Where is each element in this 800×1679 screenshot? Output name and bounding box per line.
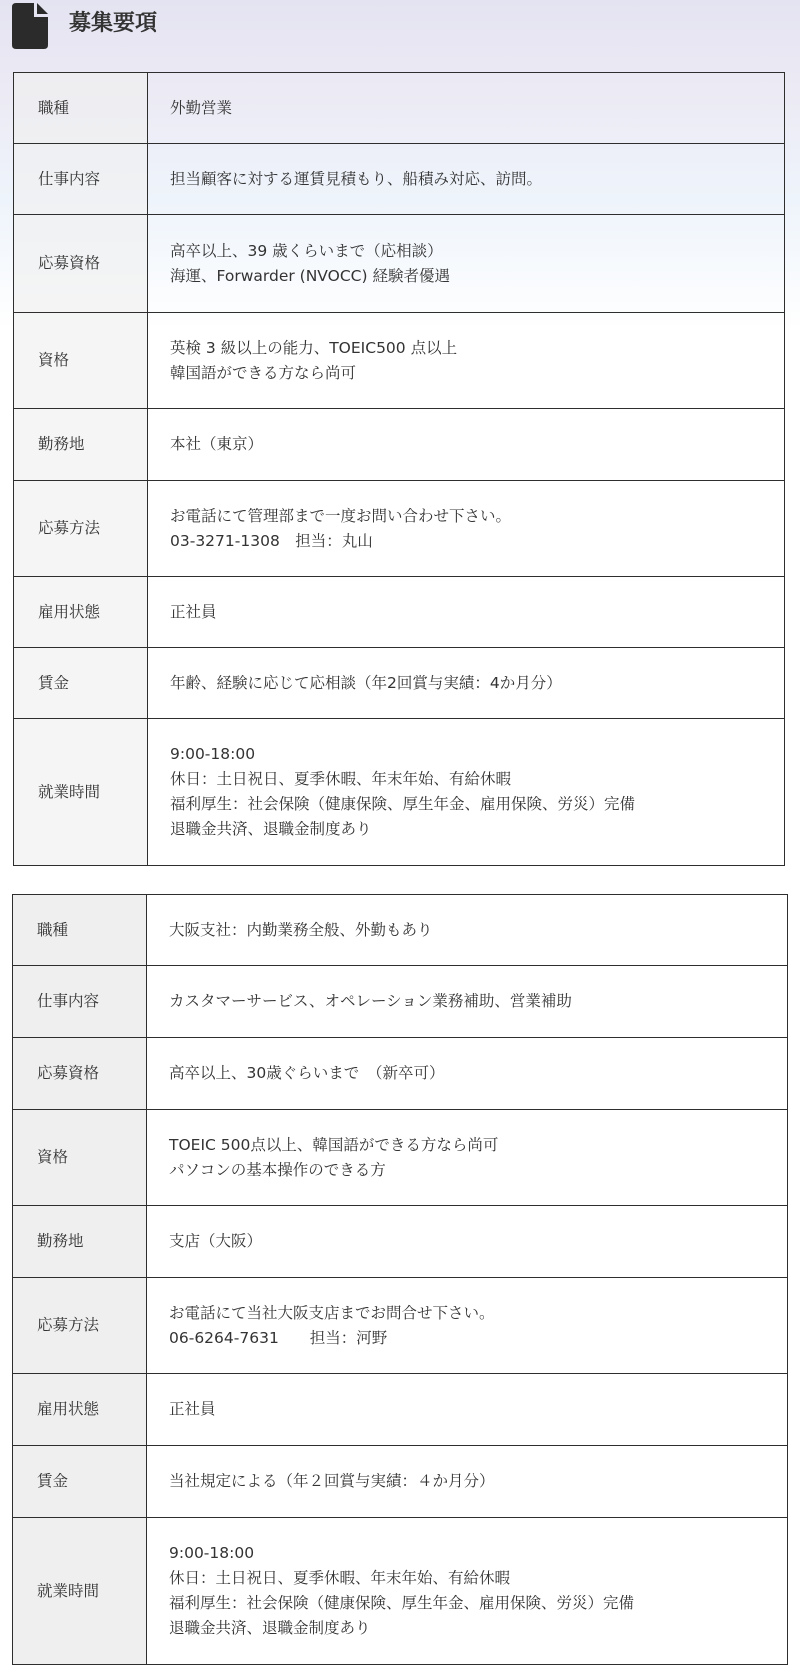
row-label: 応募方法 <box>14 481 148 577</box>
row-label: 賃金 <box>13 1446 147 1518</box>
row-value <box>147 1278 788 1374</box>
row-label: 職種 <box>14 73 148 144</box>
value-line: 06-6264-7631 担当：河野 <box>169 1328 388 1347</box>
value-line: 9:00-18:00 <box>169 1544 255 1562</box>
row-value <box>147 895 788 966</box>
value-line: カスタマーサービス、オペレーション業務補助、営業補助 <box>169 992 572 1010</box>
row-label: 資格 <box>13 1110 147 1206</box>
value-line: TOEIC 500点以上、韓国語ができる方なら尚可 <box>169 1135 499 1154</box>
table-row-job-type <box>13 895 788 966</box>
value-line: 正社員 <box>169 1400 216 1418</box>
table-row-wage <box>14 648 785 719</box>
value-line: 03-3271-1308 担当：丸山 <box>170 531 373 550</box>
table-row-working-hours <box>14 719 785 866</box>
row-label: 勤務地 <box>14 409 148 481</box>
table-row-employment-status <box>13 1374 788 1446</box>
row-value <box>148 409 785 481</box>
row-value <box>147 966 788 1038</box>
value-line: 外勤営業 <box>170 98 233 117</box>
row-label: 仕事内容 <box>13 966 147 1038</box>
value-line: 退職金共済、退職金制度あり <box>169 1619 371 1637</box>
value-line: 担当顧客に対する運賃見積もり、船積み対応、訪問。 <box>170 169 543 188</box>
row-label: 職種 <box>13 895 147 966</box>
value-line: 大阪支社：内勤業務全般、外勤もあり <box>169 920 433 939</box>
value-line: 高卒以上、30歳ぐらいまで （新卒可） <box>169 1064 445 1082</box>
page-header <box>0 0 800 50</box>
value-line: お電話にて当社大阪支店までお問合せ下さい。 <box>169 1303 495 1322</box>
table-row-application-method <box>14 481 785 577</box>
row-value <box>147 1446 788 1518</box>
table-row-work-location <box>14 409 785 481</box>
row-label: 仕事内容 <box>14 144 148 215</box>
row-value <box>148 648 785 719</box>
row-label: 就業時間 <box>13 1518 147 1665</box>
row-value <box>147 1038 788 1110</box>
value-line: 福利厚生：社会保険（健康保険、厚生年金、雇用保険、労災）完備 <box>170 795 636 813</box>
recruit-table-osaka <box>12 894 788 1665</box>
row-label: 雇用状態 <box>14 577 148 648</box>
recruit-table-tokyo <box>13 72 785 866</box>
row-value <box>147 1206 788 1278</box>
table-row-employment-status <box>14 577 785 648</box>
value-line: 海運、Forwarder (NVOCC) 経験者優遇 <box>170 266 450 285</box>
row-label: 応募方法 <box>13 1278 147 1374</box>
table-row-working-hours <box>13 1518 788 1665</box>
row-value <box>148 313 785 409</box>
row-value <box>148 215 785 313</box>
value-line: 韓国語ができる方なら尚可 <box>170 363 357 382</box>
row-value <box>148 144 785 215</box>
row-label: 賃金 <box>14 648 148 719</box>
row-label: 応募資格 <box>14 215 148 313</box>
value-line: 正社員 <box>170 602 217 621</box>
table-row-wage <box>13 1446 788 1518</box>
table-row-job-type <box>14 73 785 144</box>
table-row-application-requirements <box>14 215 785 313</box>
row-value <box>148 481 785 577</box>
row-value <box>147 1110 788 1206</box>
value-line: 9:00-18:00 <box>170 745 256 763</box>
row-value <box>148 73 785 144</box>
row-value <box>148 719 785 866</box>
table-row-application-method <box>13 1278 788 1374</box>
table-row-qualifications <box>14 313 785 409</box>
table-row-application-requirements <box>13 1038 788 1110</box>
table-row-job-content <box>14 144 785 215</box>
table-row-work-location <box>13 1206 788 1278</box>
value-line: 本社（東京） <box>170 435 264 453</box>
row-label: 資格 <box>14 313 148 409</box>
value-line: 当社規定による（年２回賞与実績：４か月分） <box>169 1472 495 1490</box>
value-line: お電話にて管理部まで一度お問い合わせ下さい。 <box>170 506 512 525</box>
table-row-job-content <box>13 966 788 1038</box>
value-line: パソコンの基本操作のできる方 <box>169 1160 386 1179</box>
row-value <box>147 1374 788 1446</box>
document-icon <box>12 3 48 49</box>
table-row-qualifications <box>13 1110 788 1206</box>
value-line: 福利厚生：社会保険（健康保険、厚生年金、雇用保険、労災）完備 <box>169 1594 635 1612</box>
value-line: 退職金共済、退職金制度あり <box>170 820 372 838</box>
row-label: 勤務地 <box>13 1206 147 1278</box>
value-line: 英検 3 級以上の能力、TOEIC500 点以上 <box>170 338 458 357</box>
value-line: 高卒以上、39 歳くらいまで（応相談） <box>170 241 443 260</box>
row-label: 応募資格 <box>13 1038 147 1110</box>
row-value <box>147 1518 788 1665</box>
value-line: 休日：土日祝日、夏季休暇、年末年始、有給休暇 <box>170 770 512 788</box>
row-label: 就業時間 <box>14 719 148 866</box>
value-line: 休日：土日祝日、夏季休暇、年末年始、有給休暇 <box>169 1569 511 1587</box>
row-label: 雇用状態 <box>13 1374 147 1446</box>
value-line: 年齢、経験に応じて応相談（年2回賞与実績：4か月分） <box>170 673 562 692</box>
row-value <box>148 577 785 648</box>
value-line: 支店（大阪） <box>169 1232 263 1250</box>
page-title: 募集要項 <box>69 11 158 36</box>
